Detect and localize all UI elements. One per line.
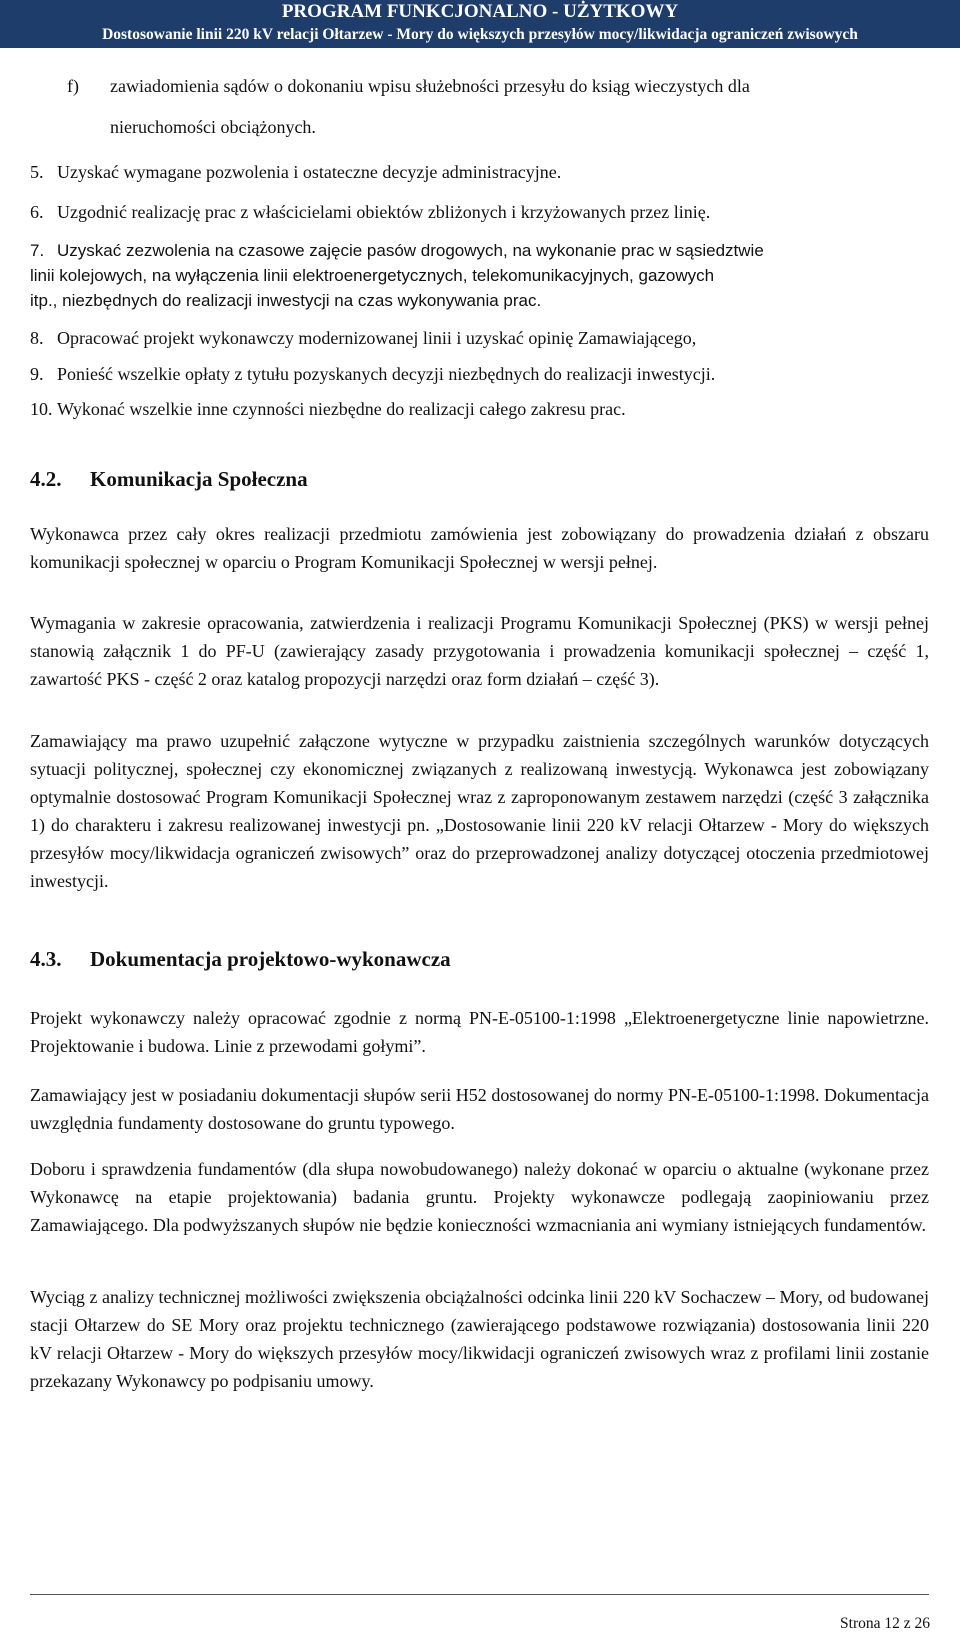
list-number: 9. bbox=[30, 364, 44, 384]
list-number: 7. bbox=[30, 241, 45, 260]
paragraph: Wymagania w zakresie opracowania, zatwierdzenia i realizacji Programu Komunikacji Społecznej (PKS) w wersji pełnej stanowią załącznik 1 do PF-U (zawierający zasady przygotowania i prowadzenia komunikacji społecznej – część 1, zawartość PKS - część 2 oraz katalog propozycji narzędzi oraz form działań – część 3). bbox=[30, 613, 929, 689]
list-number: 8. bbox=[30, 328, 44, 348]
list-item-text: Uzyskać zezwolenia na czasowe zajęcie pasów drogowych, na wykonanie prac w sąsiedztwie bbox=[57, 241, 764, 260]
list-item-text: zawiadomienia sądów o dokonaniu wpisu służebności przesyłu do ksiąg wieczystych dla bbox=[110, 76, 750, 96]
paragraph: Doboru i sprawdzenia fundamentów (dla słupa nowobudowanego) należy dokonać w oparciu o aktualne (wykonane przez Wykonawcę na etapie projektowania) badania gruntu. Projekty wykonawcze podlegają zaopiniowaniu przez Zamawiającego. Dla podwyższanych słupów nie będzie konieczności wzmacniania ani wymiany istniejących fundamentów. bbox=[30, 1159, 929, 1235]
paragraph: Wyciąg z analizy technicznej możliwości zwiększenia obciążalności odcinka linii 220 kV Sochaczew – Mory, od budowanej stacji Ołtarzew do SE Mory oraz projektu technicznego (zawierającego podstawowe rozwiązania) dostosowania linii 220 kV relacji Ołtarzew - Mory do większych przesyłów mocy/likwidacji ograniczeń zwisowych wraz z profilami linii zostanie przekazany Wykonawcy po podpisaniu umowy. bbox=[30, 1287, 929, 1391]
list-number: 10. bbox=[30, 399, 53, 419]
paragraph: Wykonawca przez cały okres realizacji przedmiotu zamówienia jest zobowiązany do prowadzenia działań z obszaru komunikacji społecznej w oparciu o Program Komunikacji Społecznej w wersji pełnej. bbox=[30, 524, 929, 572]
paragraph: Zamawiający ma prawo uzupełnić załączone wytyczne w przypadku zaistnienia szczególnych warunków dotyczących sytuacji politycznej, społecznej czy ekonomicznej związanych z realizowaną inwestycją. Wykonawca jest zobowiązany optymalnie dostosować Program Komunikacji Społecznej wraz z zaproponowanym zestawem narzędzi (część 3 załącznika 1) do charakteru i zakresu realizowanej inwestycji pn. „Dostosowanie linii 220 kV relacji Ołtarzew - Mory do większych przesyłów mocy/likwidacja ograniczeń zwisowych” oraz do przeprowadzonej analizy dotyczącej otoczenia przedmiotowej inwestycji. bbox=[30, 731, 929, 891]
paragraph: Projekt wykonawczy należy opracować zgodnie z normą PN-E-05100-1:1998 „Elektroenergetyczne linie napowietrzne. Projektowanie i budowa. Linie z przewodami gołymi”. bbox=[30, 1008, 929, 1056]
list-item-text: Uzyskać wymagane pozwolenia i ostateczne decyzje administracyjne. bbox=[57, 162, 562, 182]
list-number: 6. bbox=[30, 202, 44, 222]
list-item-text: Opracować projekt wykonawczy modernizowanej linii i uzyskać opinię Zamawiającego, bbox=[57, 328, 697, 348]
document-subtitle: Dostosowanie linii 220 kV relacji Ołtarzew - Mory do większych przesyłów mocy/likwidacja ograniczeń zwisowych bbox=[102, 26, 858, 43]
page-header bbox=[0, 0, 960, 48]
list-item-text: itp., niezbędnych do realizacji inwestycji na czas wykonywania prac. bbox=[30, 291, 542, 310]
list-item-text: nieruchomości obciążonych. bbox=[110, 117, 316, 137]
document-title: PROGRAM FUNKCJONALNO - UŻYTKOWY bbox=[281, 1, 679, 22]
list-number: 5. bbox=[30, 162, 44, 182]
section-title: Dokumentacja projektowo-wykonawcza bbox=[90, 947, 451, 971]
section-number: 4.3. bbox=[30, 947, 62, 971]
list-item-text: linii kolejowych, na wyłączenia linii elektroenergetycznych, telekomunikacyjnych, gazowych bbox=[30, 266, 715, 285]
list-item-text: Ponieść wszelkie opłaty z tytułu pozyskanych decyzji niezbędnych do realizacji inwestycji. bbox=[57, 364, 716, 384]
list-marker: f) bbox=[67, 76, 79, 96]
section-number: 4.2. bbox=[30, 467, 62, 491]
section-title: Komunikacja Społeczna bbox=[90, 467, 308, 491]
footer-divider bbox=[30, 1594, 929, 1595]
list-item-text: Uzgodnić realizację prac z właścicielami obiektów zbliżonych i krzyżowanych przez linię. bbox=[57, 202, 711, 222]
paragraph: Zamawiający jest w posiadaniu dokumentacji słupów serii H52 dostosowanej do normy PN-E-05100-1:1998. Dokumentacja uwzględnia fundamenty dostosowane do gruntu typowego. bbox=[30, 1085, 929, 1133]
page-number: Strona 12 z 26 bbox=[840, 1615, 930, 1632]
list-item-text: Wykonać wszelkie inne czynności niezbędne do realizacji całego zakresu prac. bbox=[57, 399, 626, 419]
